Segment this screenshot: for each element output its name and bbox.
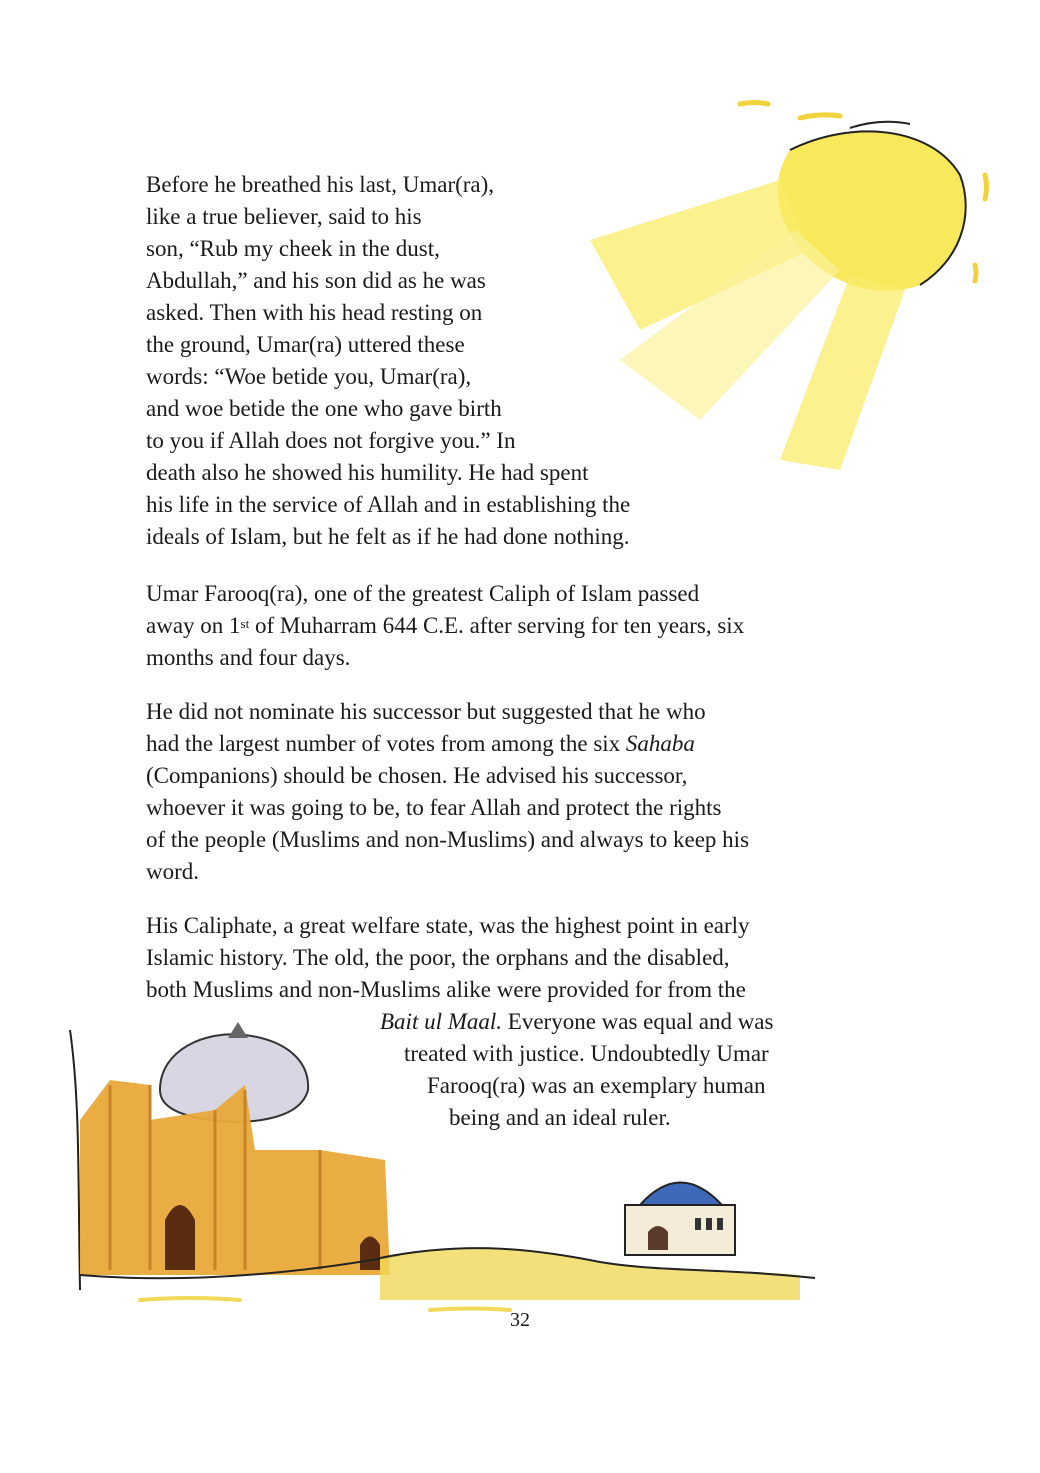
text-line (146, 1006, 773, 1038)
text-line: treated with justice. Undoubtedly Umar (404, 1041, 769, 1066)
text-line: the ground, Umar(ra) uttered these (146, 332, 465, 357)
text-line: Abdullah,” and his son did as he was (146, 268, 486, 293)
text-segment: of Muharram 644 C.E. after serving for ten years, six (249, 613, 745, 638)
text-line: word. (146, 859, 200, 884)
text-line: whoever it was going to be, to fear Allah and protect the rights (146, 795, 722, 820)
paragraph-4 (146, 910, 773, 1134)
text-line: both Muslims and non-Muslims alike were provided for from the (146, 977, 746, 1002)
superscript: st (240, 616, 250, 631)
italic-term: Sahaba (625, 731, 695, 756)
italic-term: Bait ul Maal. (380, 1009, 503, 1034)
text-line: to you if Allah does not forgive you.” In (146, 428, 516, 453)
text-line (146, 610, 744, 642)
paragraph-3 (146, 696, 749, 888)
text-line: ideals of Islam, but he felt as if he had done nothing. (146, 524, 630, 549)
text-line: words: “Woe betide you, Umar(ra), (146, 364, 472, 389)
text-line: and woe betide the one who gave birth (146, 396, 502, 421)
text-line: asked. Then with his head resting on (146, 300, 483, 325)
paragraph-1 (146, 169, 630, 553)
text-line: Islamic history. The old, the poor, the orphans and the disabled, (146, 945, 730, 970)
text-segment: away on 1 (146, 613, 241, 638)
page-number: 32 (510, 1309, 530, 1331)
small-mosque-illustration (625, 1183, 735, 1256)
paragraph-2 (146, 578, 744, 674)
text-line: He did not nominate his successor but suggested that he who (146, 699, 706, 724)
text-line: of the people (Muslims and non-Muslims) and always to keep his (146, 827, 750, 852)
text-line: months and four days. (146, 645, 351, 670)
text-segment: had the largest number of votes from among the six (146, 731, 626, 756)
text-line: being and an ideal ruler. (449, 1105, 671, 1130)
text-segment: Everyone was equal and was (502, 1009, 774, 1034)
text-line: Before he breathed his last, Umar(ra), (146, 172, 495, 197)
text-line: (Companions) should be chosen. He advised his successor, (146, 763, 688, 788)
text-line: son, “Rub my cheek in the dust, (146, 236, 440, 261)
text-line: His Caliphate, a great welfare state, was the highest point in early (146, 913, 750, 938)
sun-illustration (590, 103, 987, 471)
text-line: his life in the service of Allah and in establishing the (146, 492, 631, 517)
text-line: death also he showed his humility. He had spent (146, 460, 589, 485)
text-line: Umar Farooq(ra), one of the greatest Caliph of Islam passed (146, 581, 700, 606)
text-line (146, 728, 749, 760)
text-line: Farooq(ra) was an exemplary human (427, 1073, 766, 1098)
text-line: like a true believer, said to his (146, 204, 422, 229)
